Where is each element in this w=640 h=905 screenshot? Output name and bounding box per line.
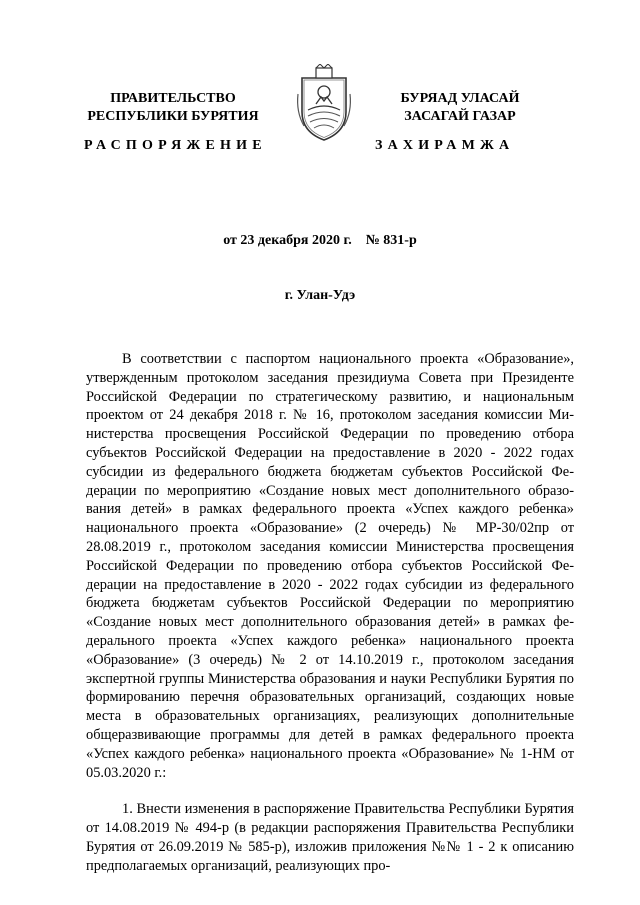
- government-title-ru-line2: РЕСПУБЛИКИ БУРЯТИЯ: [87, 109, 259, 124]
- document-body: [86, 350, 574, 876]
- government-title-ru: [58, 90, 288, 126]
- document-date-number: [0, 233, 640, 249]
- document-date: от 23 декабря 2020 г.: [223, 233, 352, 248]
- preamble-paragraph: В соответствии с паспортом национального проекта «Образование», утвержденным протоколом заседания президиума Совета при Президенте Российской Федерации по стратегическому развитию, и национальным проектом от 24 декабря 2018 г. № 16, протоколом заседания комиссии Министерства просвещения Российской Федерации по проведению отбора субъектов Российской Федерации на предоставление в 2020 - 2022 годах субсидии из федерального бюджета бюджетам субъектов Российской Федерации по мероприятию «Создание новых мест дополнительного образования детей» в рамках федерального проекта «Успех каждого ребенка» национального проекта «Образование» (2 очередь) № МР-30/02пр от 28.08.2019 г., протоколом заседания комиссии Министерства просвещения Российской Федерации по проведению отбора субъектов Российской Федерации на предоставление в 2020 - 2022 годах субсидии из федерального бюджета бюджетам субъектов Российской Федерации по мероприятию «Создание новых мест дополнительного образования детей» в рамках федерального проекта «Успех каждого ребенка» национального проекта «Образование» (3 очередь) № 2 от 14.10.2019 г., протоколом заседания экспертной группы Министерства образования и науки Республики Бурятия по формированию перечня образовательных организаций, создающих новые места в образовательных организациях, реализующих дополнительные общеразвивающие программы для детей в рамках федерального проекта «Успех каждого ребенка» национального проекта «Образование» № 1-НМ от 05.03.2020 г.:: [86, 351, 574, 781]
- government-title-ru-line1: ПРАВИТЕЛЬСТВО: [110, 91, 236, 106]
- document-number: № 831-р: [365, 233, 417, 248]
- document-city: г. Улан-Удэ: [284, 288, 356, 303]
- document-type-bua: ЗАХИРАМЖА: [375, 138, 515, 153]
- document-type-ru: РАСПОРЯЖЕНИЕ: [84, 138, 267, 153]
- clause-1-paragraph: 1. Внести изменения в распоряжение Правительства Республики Бурятия от 14.08.2019 № 494-р (в редакции распоряжения Правительства Республики Бурятия от 26.09.2019 № 585-р), изложив приложения №№ 1 - 2 к описанию предполагаемых организаций, реализующих про-: [86, 801, 574, 874]
- government-title-bua-line1: БУРЯАД УЛАСАЙ: [400, 91, 520, 106]
- government-title-bua: [360, 90, 560, 126]
- government-title-bua-line2: ЗАСАГАЙ ГАЗАР: [404, 109, 516, 124]
- coat-of-arms-emblem-icon: [294, 64, 354, 144]
